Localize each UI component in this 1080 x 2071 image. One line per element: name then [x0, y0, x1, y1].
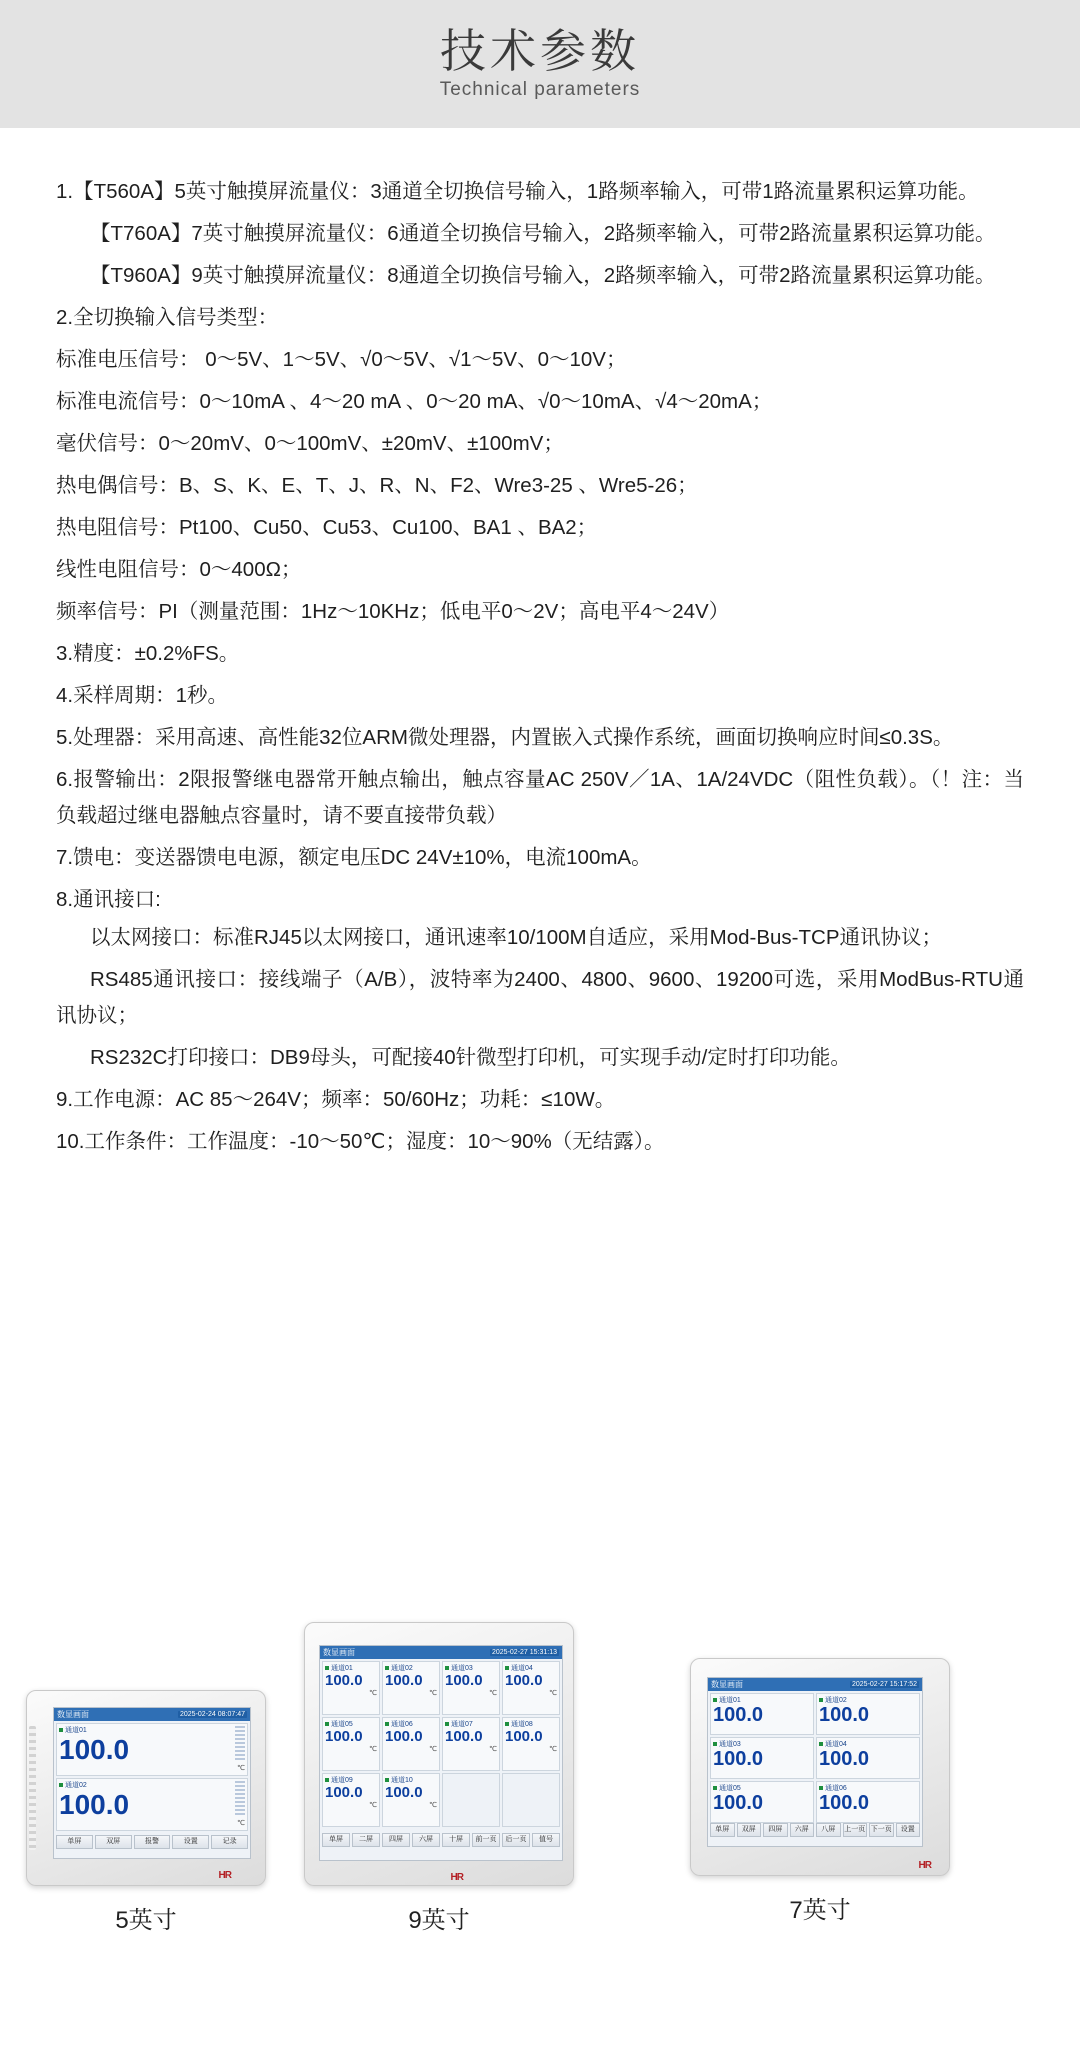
spec-paragraph: 标准电压信号： 0～5V、1～5V、√0～5V、√1～5V、0～10V；: [56, 348, 627, 371]
channel-value: 100.0: [59, 1789, 130, 1820]
spec-paragraph: RS232C打印接口：DB9母头，可配接40针微型打印机，可实现手动/定时打印功能。: [90, 1046, 851, 1069]
device-7-button[interactable]: 单屏: [710, 1823, 735, 1837]
channel-card: [382, 1661, 440, 1715]
spec-paragraph: 【T760A】7英寸触摸屏流量仪：6通道全切换信号输入，2路频率输入，可带2路流量累积运算功能。: [90, 222, 996, 245]
spec-paragraph: 8.通讯接口:: [56, 888, 161, 911]
channel-card: [710, 1781, 814, 1823]
device-9-screen: [319, 1645, 563, 1861]
channel-card: [56, 1723, 248, 1776]
channel-name: 通道08: [511, 1721, 533, 1728]
status-dot-icon: [385, 1722, 389, 1726]
channel-unit: ℃: [429, 1745, 437, 1753]
device-9-button[interactable]: 后一页: [502, 1833, 530, 1847]
channel-unit: ℃: [369, 1689, 377, 1697]
channel-value: 100.0: [445, 1672, 483, 1689]
device-5-titlebar: [54, 1708, 250, 1721]
channel-value: 100.0: [713, 1792, 764, 1814]
status-dot-icon: [713, 1786, 717, 1790]
channel-unit: ℃: [489, 1689, 497, 1697]
channel-name: 通道05: [719, 1785, 741, 1792]
channel-value: 100.0: [385, 1784, 423, 1801]
device-7-button[interactable]: 六屏: [790, 1823, 815, 1837]
channel-card: [502, 1661, 560, 1715]
channel-name: 通道01: [65, 1727, 87, 1734]
spec-paragraph: 7.馈电：变送器馈电电源，额定电压DC 24V±10%，电流100mA。: [56, 846, 652, 869]
device-7-titlebar: [708, 1678, 922, 1691]
channel-value: 100.0: [505, 1672, 543, 1689]
device-9-inch: [304, 1622, 574, 1934]
status-dot-icon: [713, 1698, 717, 1702]
channel-card-empty: [442, 1773, 500, 1827]
spec-paragraph: RS485通讯接口：接线端子（A/B），波特率为2400、4800、9600、19200可选，采用ModBus-RTU通讯协议；: [56, 968, 1024, 1027]
status-dot-icon: [819, 1742, 823, 1746]
channel-unit: ℃: [549, 1745, 557, 1753]
device-9-caption: 9英寸: [408, 1907, 470, 1934]
status-dot-icon: [819, 1698, 823, 1702]
spec-paragraph: 频率信号：PI（测量范围：1Hz～10KHz；低电平0～2V；高电平4～24V）: [56, 600, 730, 623]
spec-paragraph: 热电阻信号：Pt100、Cu50、Cu53、Cu100、BA1 、BA2；: [56, 516, 598, 539]
channel-value: 100.0: [505, 1728, 543, 1745]
spec-paragraph: 4.采样周期：1秒。: [56, 684, 228, 707]
channel-name: 通道03: [451, 1665, 473, 1672]
status-dot-icon: [325, 1778, 329, 1782]
channel-card: [382, 1773, 440, 1827]
device-9-button[interactable]: 单屏: [322, 1833, 350, 1847]
brand-logo-icon: HR: [918, 1860, 931, 1871]
channel-unit: ℃: [489, 1745, 497, 1753]
status-dot-icon: [385, 1778, 389, 1782]
channel-name: 通道10: [391, 1777, 413, 1784]
spec-paragraph: 【T960A】9英寸触摸屏流量仪：8通道全切换信号输入，2路频率输入，可带2路流量累积运算功能。: [90, 264, 996, 287]
status-dot-icon: [505, 1666, 509, 1670]
device-7-bezel: [690, 1658, 950, 1876]
device-7-caption: 7英寸: [789, 1897, 851, 1924]
device-9-button-row[interactable]: [320, 1831, 562, 1849]
channel-card: [442, 1717, 500, 1771]
status-dot-icon: [445, 1722, 449, 1726]
bar-graph-icon: [235, 1781, 245, 1817]
channel-name: 通道04: [511, 1665, 533, 1672]
spec-paragraph: 标准电流信号：0～10mA 、4～20 mA 、0～20 mA、√0～10mA、√4～20mA；: [56, 390, 773, 413]
channel-unit: ℃: [369, 1745, 377, 1753]
channel-card: [816, 1737, 920, 1779]
channel-value: 100.0: [325, 1784, 363, 1801]
device-9-titlebar: [320, 1646, 562, 1659]
device-7-button[interactable]: 双屏: [737, 1823, 762, 1837]
channel-unit: ℃: [237, 1820, 245, 1828]
device-5-screen-title: 数显画面: [57, 1710, 89, 1719]
status-dot-icon: [59, 1783, 63, 1787]
spec-paragraph: 5.处理器：采用高速、高性能32位ARM微处理器，内置嵌入式操作系统，画面切换响应时间≤0.3S。: [56, 726, 954, 749]
device-5-timestamp: 2025-02-24 08:07:47: [180, 1711, 245, 1718]
device-5-button[interactable]: 报警: [134, 1835, 171, 1849]
product-images: [0, 1600, 1080, 2071]
channel-name: 通道02: [391, 1665, 413, 1672]
channel-value: 100.0: [445, 1728, 483, 1745]
spec-body: [0, 128, 1080, 1160]
device-5-bezel: [26, 1690, 266, 1886]
channel-value: 100.0: [819, 1748, 870, 1770]
device-9-button[interactable]: 二屏: [352, 1833, 380, 1847]
channel-name: 通道06: [391, 1721, 413, 1728]
device-5-button[interactable]: 设置: [172, 1835, 209, 1849]
device-9-button[interactable]: 六屏: [412, 1833, 440, 1847]
device-7-timestamp: 2025-02-27 15:17:52: [852, 1681, 917, 1688]
channel-unit: ℃: [429, 1689, 437, 1697]
device-9-button[interactable]: 十屏: [442, 1833, 470, 1847]
device-5-channel-grid: [54, 1721, 250, 1833]
spec-paragraph: 热电偶信号：B、S、K、E、T、J、R、N、F2、Wre3-25 、Wre5-26；: [56, 474, 698, 497]
device-7-button[interactable]: 设置: [896, 1823, 921, 1837]
channel-unit: ℃: [549, 1689, 557, 1697]
channel-card: [322, 1717, 380, 1771]
status-dot-icon: [505, 1722, 509, 1726]
device-9-button[interactable]: 前一页: [472, 1833, 500, 1847]
channel-value: 100.0: [819, 1792, 870, 1814]
device-9-button[interactable]: 值号: [532, 1833, 560, 1847]
device-5-button[interactable]: 单屏: [56, 1835, 93, 1849]
status-dot-icon: [385, 1666, 389, 1670]
device-5-button-row[interactable]: [54, 1833, 250, 1851]
status-dot-icon: [445, 1666, 449, 1670]
spec-paragraph: 1.【T560A】5英寸触摸屏流量仪：3通道全切换信号输入，1路频率输入，可带1路流量累积运算功能。: [56, 180, 979, 203]
page-header: [0, 0, 1080, 128]
spec-paragraph: 以太网接口：标准RJ45以太网接口，通讯速率10/100M自适应，采用Mod-Bus-TCP通讯协议；: [90, 926, 942, 949]
channel-name: 通道07: [451, 1721, 473, 1728]
channel-card: [322, 1773, 380, 1827]
channel-name: 通道06: [825, 1785, 847, 1792]
channel-card: [816, 1781, 920, 1823]
brand-logo-icon: HR: [450, 1872, 463, 1883]
device-5-screen: [53, 1707, 251, 1859]
channel-card: [710, 1693, 814, 1735]
device-7-button[interactable]: 四屏: [763, 1823, 788, 1837]
device-9-channel-grid: [320, 1659, 562, 1831]
device-9-screen-title: 数显画面: [323, 1648, 355, 1657]
spec-paragraph: 9.工作电源：AC 85～264V；频率：50/60Hz；功耗：≤10W。: [56, 1088, 616, 1111]
channel-name: 通道09: [331, 1777, 353, 1784]
channel-card: [322, 1661, 380, 1715]
spec-paragraph: 2.全切换输入信号类型：: [56, 306, 279, 329]
channel-name: 通道02: [65, 1782, 87, 1789]
spec-paragraph: 毫伏信号：0～20mV、0～100mV、±20mV、±100mV；: [56, 432, 564, 455]
channel-card: [710, 1737, 814, 1779]
device-7-button[interactable]: 上一页: [843, 1823, 868, 1837]
channel-value: 100.0: [385, 1728, 423, 1745]
device-9-bezel: [304, 1622, 574, 1886]
channel-card-empty: [502, 1773, 560, 1827]
channel-value: 100.0: [385, 1672, 423, 1689]
page-title: 技术参数: [440, 24, 640, 77]
device-5-inch: [26, 1690, 266, 1934]
device-7-button[interactable]: 下一页: [869, 1823, 894, 1837]
status-dot-icon: [819, 1786, 823, 1790]
brand-logo-icon: HR: [218, 1870, 231, 1881]
channel-card: [56, 1778, 248, 1831]
channel-value: 100.0: [325, 1728, 363, 1745]
device-9-timestamp: 2025-02-27 15:31:13: [492, 1649, 557, 1656]
status-dot-icon: [325, 1722, 329, 1726]
device-9-button[interactable]: 四屏: [382, 1833, 410, 1847]
device-7-screen: [707, 1677, 923, 1847]
channel-name: 通道05: [331, 1721, 353, 1728]
channel-card: [816, 1693, 920, 1735]
vent-ridges-icon: [29, 1726, 36, 1850]
channel-value: 100.0: [713, 1704, 764, 1726]
bar-graph-icon: [235, 1726, 245, 1762]
page-subtitle: Technical parameters: [439, 79, 641, 101]
device-7-screen-title: 数显画面: [711, 1680, 743, 1689]
device-7-channel-grid: [708, 1691, 922, 1821]
device-5-caption: 5英寸: [115, 1907, 177, 1934]
spec-paragraph: 3.精度：±0.2%FS。: [56, 642, 240, 665]
channel-unit: ℃: [429, 1801, 437, 1809]
device-7-button-row[interactable]: [708, 1821, 922, 1839]
device-5-button[interactable]: 记录: [211, 1835, 248, 1849]
channel-value: 100.0: [713, 1748, 764, 1770]
spec-paragraph: 10.工作条件：工作温度：-10～50℃；湿度：10～90%（无结露）。: [56, 1130, 665, 1153]
device-7-button[interactable]: 八屏: [816, 1823, 841, 1837]
device-5-button[interactable]: 双屏: [95, 1835, 132, 1849]
status-dot-icon: [713, 1742, 717, 1746]
channel-unit: ℃: [369, 1801, 377, 1809]
channel-value: 100.0: [819, 1704, 870, 1726]
channel-name: 通道04: [825, 1741, 847, 1748]
status-dot-icon: [325, 1666, 329, 1670]
channel-card: [382, 1717, 440, 1771]
status-dot-icon: [59, 1728, 63, 1732]
channel-name: 通道01: [719, 1697, 741, 1704]
channel-name: 通道02: [825, 1697, 847, 1704]
spec-paragraph: 线性电阻信号：0～400Ω；: [56, 558, 302, 581]
channel-unit: ℃: [237, 1765, 245, 1773]
channel-card: [502, 1717, 560, 1771]
channel-name: 通道01: [331, 1665, 353, 1672]
channel-value: 100.0: [59, 1734, 130, 1765]
channel-value: 100.0: [325, 1672, 363, 1689]
spec-paragraph: 6.报警输出：2限报警继电器常开触点输出，触点容量AC 250V／1A、1A/24VDC（阻性负载）。（！注：当负载超过继电器触点容量时，请不要直接带负载）: [56, 768, 1024, 827]
channel-card: [442, 1661, 500, 1715]
device-7-inch: [690, 1658, 950, 1924]
channel-name: 通道03: [719, 1741, 741, 1748]
